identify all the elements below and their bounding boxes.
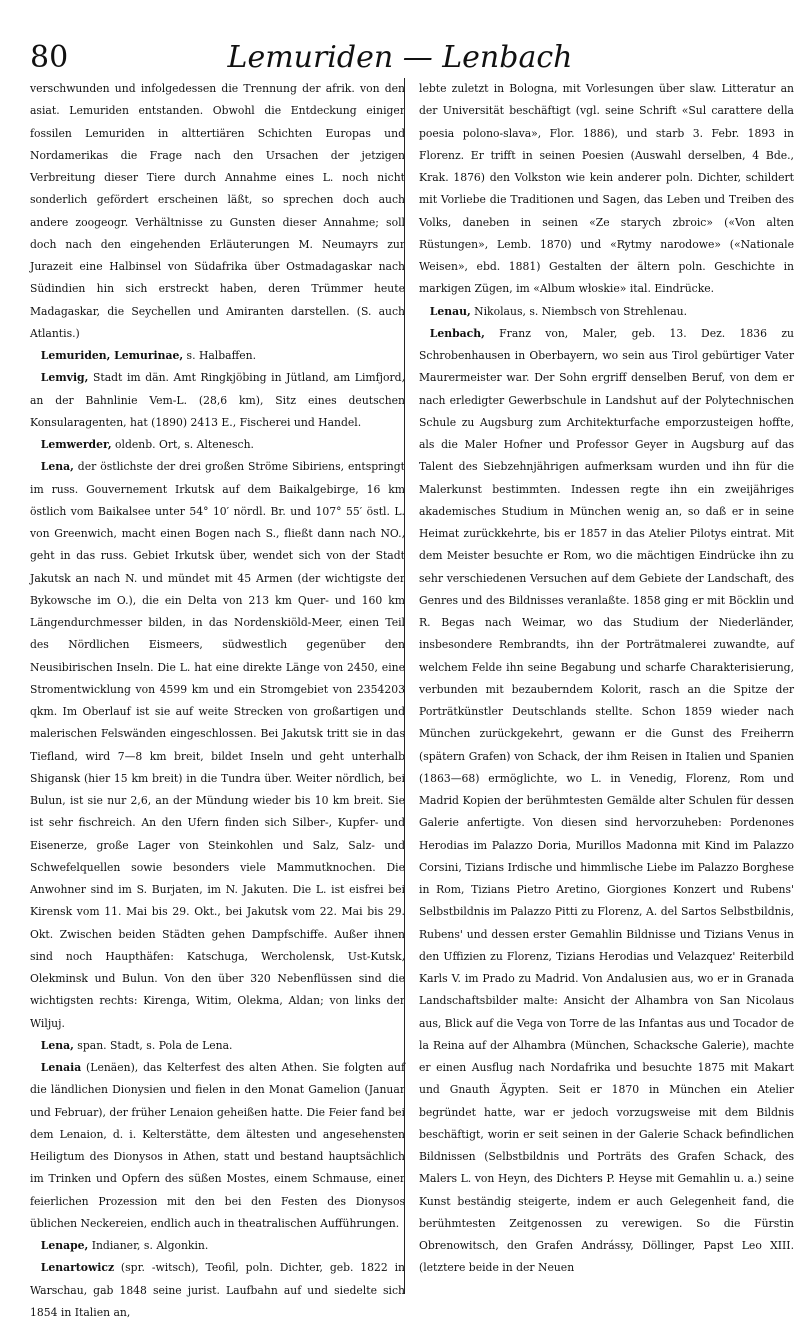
entry-headword: Lenape, xyxy=(40,1239,89,1252)
entry-headword: Lenau, xyxy=(429,304,471,318)
entry-text: (spr. -witsch), Teofil, poln. Dichter, geb. 1822 in Warschau, gab 1848 seine jurist. Laufbahn auf und siedelte sich 1854 in Italien an, xyxy=(30,1261,405,1319)
entry-text: Nikolaus, s. Niembsch von Strehlenau. xyxy=(470,304,688,318)
page-number: 80 xyxy=(30,40,69,75)
left-column xyxy=(30,78,405,1324)
dictionary-entry xyxy=(419,301,794,323)
right-column xyxy=(419,78,794,1280)
dictionary-entry xyxy=(419,78,794,301)
running-head: Lemuriden — Lenbach xyxy=(227,40,573,75)
column-divider xyxy=(404,78,405,1294)
dictionary-entry xyxy=(30,456,405,1035)
entry-headword: Lemuriden, Lemurinae, xyxy=(40,349,184,362)
entry-text: verschwunden und infolgedessen die Trennung der afrik. von den asiat. Lemuriden entstanden. Obwohl die Entdeckung einiger fossilen Lemuriden in alttertiären Schichten Europas und Nordamerikas die Frage nach den Ursachen der jetzigen Verbreitung dieser Tiere durch Annahme eines L. noch nicht sonderlich gefördert erscheinen läßt, so sprechen doch auch andere zoogeogr. Verhältnisse zu Gunsten dieser Annahme; soll doch nach den eingehenden Erläuterungen M. Neumayrs zur Jurazeit eine Halbinsel von Südafrika über Ostmadagaskar nach Südindien hin sich erstreckt haben, deren Trümmer heute Madagaskar, die Seychellen und Amiranten darstellen. (S. auch Atlantis.) xyxy=(30,82,405,340)
entry-text: der östlichste der drei großen Ströme Sibiriens, entspringt im russ. Gouvernement Irkutsk auf dem Baikalgebirge, 16 km östlich vom Baikalsee unter 54° 10′ nördl. Br. und 107° 55′ östl. L. von Greenwich, macht einen Bogen nach S., fließt dann nach NO., geht in das russ. Gebiet Irkutsk über, wendet sich von der Stadt Jakutsk an nach N. und mündet mit 45 Armen (der wichtigste der Bykowsche im O.), die ein Delta von 213 km Quer- und 160 km Längendurchmesser bilden, in das Nordenskiöld-Meer, einen Teil des Nördlichen Eismeers, südwestlich gegenüber den Neusibirischen Inseln. Die L. hat eine direkte Länge von 2450, eine Stromentwicklung von 4599 km und ein Stromgebiet von 2354203 qkm. Im Oberlauf ist sie auf weite Strecken von großartigen und malerischen Felswänden eingeschlossen. Bei Jakutsk tritt sie in das Tiefland, wird 7—8 km breit, bildet Inseln und geht unterhalb Shigansk (hier 15 km breit) in die Tundra über. Weiter nördlich, bei Bulun, ist sie nur 2,6, an der Mündung wieder bis 10 km breit. Sie ist sehr fischreich. An den Ufern finden sich Silber-, Kupfer- und Eisenerze, große Lager von Steinkohlen und Salz, Salz- und Schwefelquellen sowie besonders viele Mammutknochen. Die Anwohner sind im S. Burjaten, im N. Jakuten. Die L. ist eisfrei bei Kirensk vom 11. Mai bis 29. Okt., bei Jakutsk vom 22. Mai bis 29. Okt. Zwischen beiden Städten gehen Dampfschiffe. Außer ihnen sind noch Haupthäfen: Katschuga, Wercholensk, Ust-Kutsk, Olekminsk und Bulun. Von den über 320 Nebenflüssen sind die wichtigsten rechts: Kirenga, Witim, Olekma, Aldan; von links der Wiljuj. xyxy=(30,460,405,1030)
dictionary-entry xyxy=(30,345,405,367)
dictionary-entry xyxy=(30,78,405,345)
entry-headword: Lemvig, xyxy=(40,371,89,385)
entry-headword: Lenbach, xyxy=(429,326,485,340)
entry-headword: Lenartowicz xyxy=(40,1261,115,1275)
entry-text: s. Halbaffen. xyxy=(183,349,257,362)
entry-headword: Lena, xyxy=(40,460,74,474)
entry-headword: Lenaia xyxy=(40,1061,82,1074)
entry-text: Indianer, s. Algonkin. xyxy=(88,1239,209,1252)
dictionary-entry xyxy=(30,1035,405,1057)
dictionary-entry xyxy=(30,434,405,456)
entry-text: (Lenäen), das Kelterfest des alten Athen. Sie folgten auf die ländlichen Dionysien und fielen in den Monat Gamelion (Januar und Februar), der früher Lenaion geheißen hatte. Die Feier fand bei dem Lenaion, d. i. Kelterstätte, dem ältesten und angesehensten Heiligtum des Dionysos in Athen, statt und bestand hauptsächlich im Trinken und Opfern des süßen Mostes, einem Schmause, einer feierlichen Prozession mit den bei den Festen des Dionysos üblichen Neckereien, endlich auch in theatralischen Aufführungen. xyxy=(30,1061,405,1230)
entry-headword: Lena, xyxy=(40,1038,74,1052)
entry-text: span. Stadt, s. Pola de Lena. xyxy=(73,1038,233,1052)
entry-text: oldenb. Ort, s. Altenesch. xyxy=(111,438,254,451)
dictionary-entry xyxy=(30,1057,405,1235)
dictionary-entry xyxy=(419,323,794,1280)
entry-headword: Lemwerder, xyxy=(40,438,112,451)
dictionary-entry xyxy=(30,1235,405,1257)
entry-text: lebte zuletzt in Bologna, mit Vorlesungen über slaw. Litteratur an der Universität beschäftigt (vgl. seine Schrift «Sul carattere della poesia polono-slava», Flor. 1886), und starb 3. Febr. 1893 in Florenz. Er trifft in seinen Poesien (Auswahl derselben, 4 Bde., Krak. 1876) den Volkston wie kein anderer poln. Dichter, schildert mit Vorliebe die Traditionen und Sagen, das Leben und Treiben des Volks, daneben in seinen «Ze starych zbroic» («Von alten Rüstungen», Lemb. 1870) und «Rytmy narodowe» («Nationale Weisen», ebd. 1881) Gestalten der ältern poln. Geschichte in markigen Zügen, im «Album włoskie» ital. Eindrücke. xyxy=(419,82,794,296)
dictionary-entry xyxy=(30,1257,405,1324)
page-header xyxy=(0,0,800,75)
entry-text: Stadt im dän. Amt Ringkjöbing in Jütland, am Limfjord, an der Bahnlinie Vem-L. (28,6 km), Sitz eines deutschen Konsularagenten, hat (1890) 2413 E., Fischerei und Handel. xyxy=(30,371,405,429)
entry-text: Franz von, Maler, geb. 13. Dez. 1836 zu Schrobenhausen in Oberbayern, wo sein aus Tirol gebürtiger Vater Maurermeister war. Der Sohn ergriff denselben Beruf, von dem er nach erledigter Gewerbschule in Landshut auf der Polytechnischen Schule zu Augsburg zum Architekturfache emporzusteigen hoffte, als die Maler Hofner und Professor Geyer in Augsburg auf das Talent des Siebzehnjährigen aufmerksam wurden und ihn für die Malerkunst bestimmten. Indessen regte ihn ein zweijähriges akademisches Studium in München wenig an, so daß er in seine Heimat zurückkehrte, bis er 1857 in das Atelier Pilotys eintrat. Mit dem Meister besuchte er Rom, wo die mächtigen Eindrücke ihn zu sehr verschiedenen Versuchen auf dem Gebiete der Landschaft, des Genres und des Bildnisses veranlaßte. 1858 ging er mit Böcklin und R. Begas nach Weimar, wo das Studium der Niederländer, insbesondere Rembrandts, ihn der Porträtmalerei zuwandte, auf welchem Felde ihn seine Begabung und scharfe Charakterisierung, verbunden mit bezauberndem Kolorit, rasch an die Spitze der Porträtkünstler Deutschlands stellte. Schon 1859 wieder nach München zurückgekehrt, gewann er die Gunst des Freiherrn (spätern Grafen) von Schack, der ihm Reisen in Italien und Spanien (1863—68) ermöglichte, wo L. in Venedig, Florenz, Rom und Madrid Kopien der berühmtesten Gemälde alter Schulen für dessen Galerie anfertigte. Von diesen sind hervorzuheben: Pordenones Herodias im Palazzo Doria, Murillos Madonna mit Kind im Palazzo Corsini, Tizians Irdische und himmlische Liebe im Palazzo Borghese in Rom, Tizians Pietro Aretino, Giorgiones Konzert und Rubens' Selbstbildnis im Palazzo Pitti zu Florenz, A. del Sartos Selbstbildnis, Rubens' und dessen erster Gemahlin Bildnisse und Tizians Venus in den Uffizien zu Florenz, Tizians Herodias und Velazquez' Reiterbild Karls V. im Prado zu Madrid. Von Andalusien aus, wo er in Granada Landschaftsbilder malte: Ansicht der Alhambra von San Nicolaus aus, Blick auf die Vega von Torre de las Infantas aus und Tocador de la Reina auf der Alhambra (München, Schacksche Galerie), machte er einen Ausflug nach Nordafrika und besuchte 1875 mit Makart und Gnauth Ägypten. Seit er 1870 in München ein Atelier begründet hatte, war er jedoch vorzugsweise mit dem Bildnis beschäftigt, worin er seit seinen in der Galerie Schack befindlichen Bildnissen (Selbstbildnis und Porträts des Grafen Schack, des Malers L. von Heyn, des Dichters P. Heyse mit Gemahlin u. a.) seine Kunst beständig steigerte, indem er auch Gelegenheit fand, die berühmtesten Zeitgenossen zu verewigen. So die Fürstin Obrenowitsch, den Grafen Andrássy, Döllinger, Papst Leo XIII. (letztere beide in der Neuen xyxy=(419,326,794,1275)
dictionary-entry xyxy=(30,367,405,434)
